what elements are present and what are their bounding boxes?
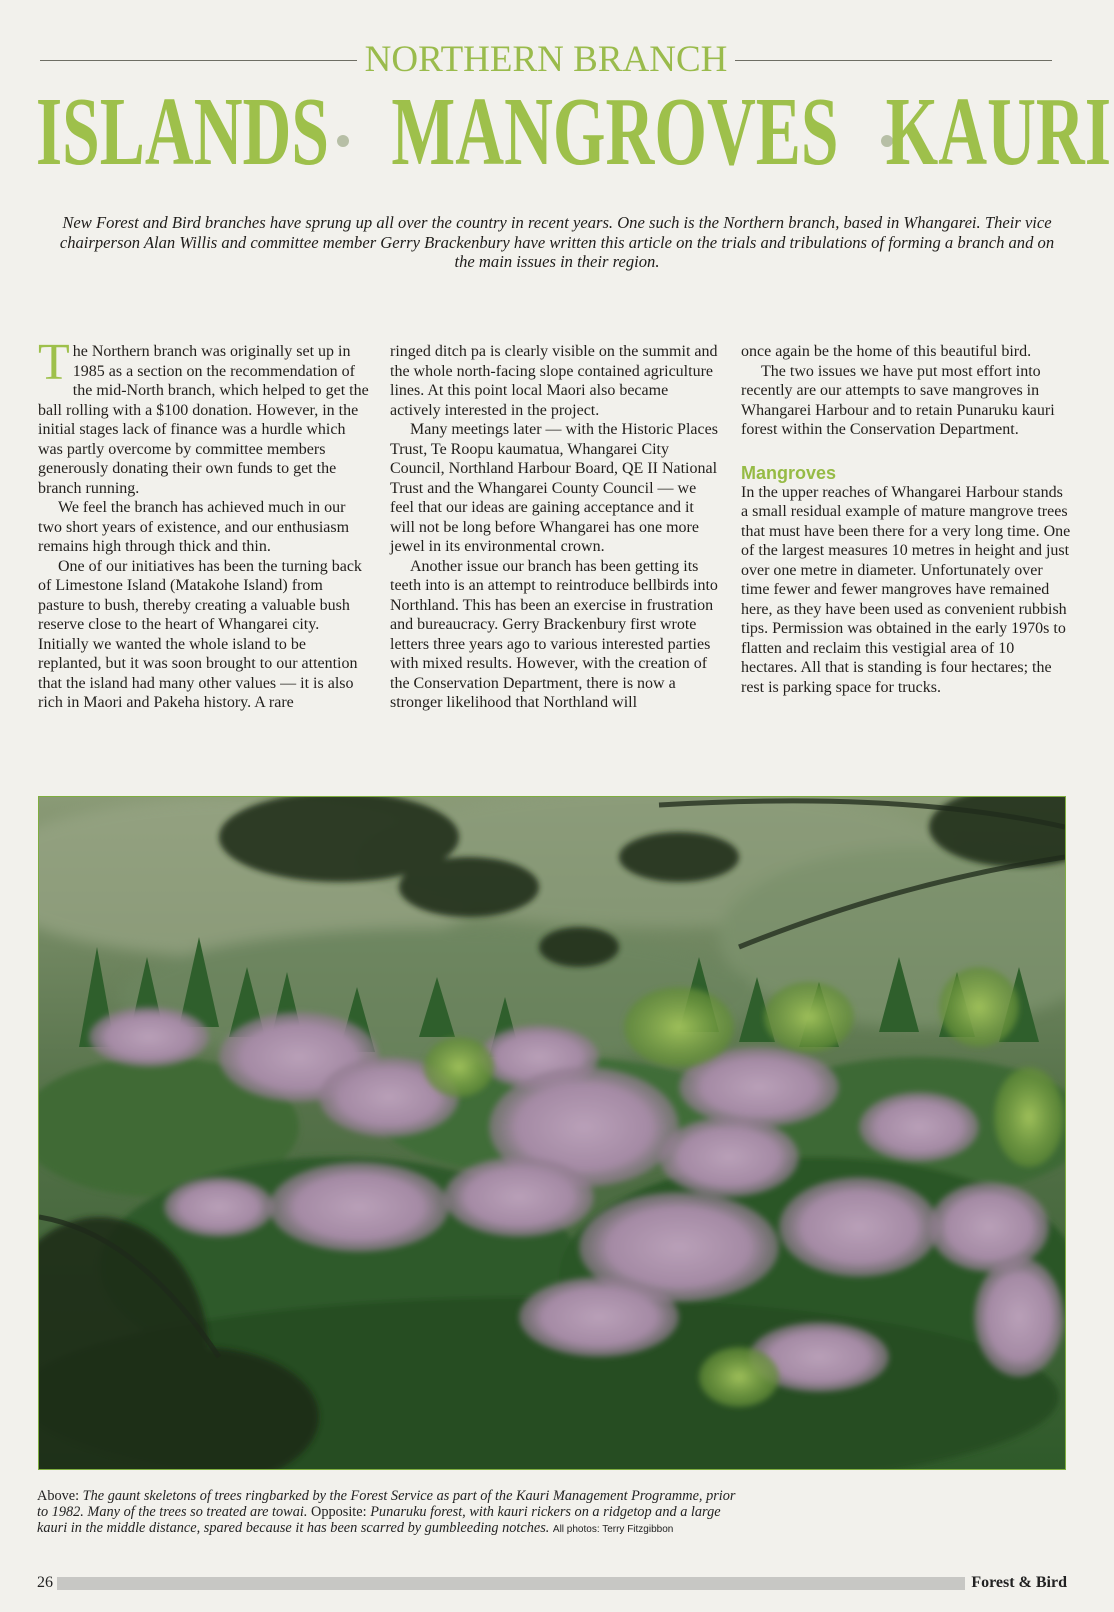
headline-word-islands: ISLANDS [36,78,330,186]
drop-cap: T [38,334,70,391]
article-column-2 [390,342,722,713]
page-footer [37,1572,1067,1594]
intro-standfirst: New Forest and Bird branches have sprung up all over the country in recent years. One such is the Northern branch, based in Whangarei. Their vice chairperson Alan Willis and committee member Gerry Brackenbury have written this article on the trials and tribulations of forming a branch and on the main issues in their region. [59,213,1055,271]
article-column-3 [741,342,1073,697]
caption-label-opposite: Opposite: [311,1504,367,1521]
article-column-1 [38,334,370,713]
paragraph: In the upper reaches of Whangarei Harbour stands a small residual example of mature mangrove trees that must have been there for a very long time. One of the largest measures 10 metres in height and just over one metre in diameter. Unfortunately over time fewer and fewer mangroves have remained here, as they have been used as convenient rubbish tips. Permission was obtained in the early 1970s to flatten and reclaim this vestigial area of 10 hectares. All that is standing is four hectares; the rest is parking space for trucks. [741,483,1071,696]
paragraph: ringed ditch pa is clearly visible on the summit and the whole north-facing slope contained agriculture lines. At this point local Maori also became actively interested in the project. [390,343,718,419]
section-subheading: Mangroves [741,462,837,483]
forest-photo-illustration [39,797,1065,1469]
caption-text-above: The gaunt skeletons of trees ringbarked by the Forest Service as part of the Kauri Management Programme, prior to 1982. Many of the trees so treated are towai. [37,1488,736,1521]
kicker-rule-left [40,60,357,61]
headline [36,78,1112,186]
paragraph: We feel the branch has achieved much in our two short years of existence, and our enthusiasm remains high through thick and thin. [38,499,350,555]
paragraph: Another issue our branch has been getting its teeth into is an attempt to reintroduce bellbirds into Northland. This has been an exercise in frustration and bureaucracy. Gerry Brackenbury first wrote letters three years ago to various interested parties with mixed results. However, with the creation of the Conservation Department, there is now a stronger likelihood that Northland will [390,557,718,711]
masthead: Forest & Bird [971,1574,1067,1591]
headline-word-mangroves: MANGROVES [391,78,839,186]
forest-photo [38,796,1066,1470]
kicker-title: NORTHERN BRANCH [364,39,728,80]
caption-text-opposite: Punaruku forest, with kauri rickers on a ridgetop and a large kauri in the middle distance, spared because it has been scarred by gumbleeding notches. [37,1504,721,1537]
kicker-rule-right [735,60,1052,61]
photo-credit: All photos: Terry Fitzgibbon [552,1524,674,1536]
paragraph: once again be the home of this beautiful bird. [741,343,1032,360]
paragraph [38,334,370,498]
footer-bar [57,1577,965,1590]
kicker-row [40,40,1052,80]
caption-label-above: Above: [37,1488,80,1504]
paragraph: Many meetings later — with the Historic Places Trust, Te Roopu kaumatua, Whangarei City Council, Northland Harbour Board, QE II National Trust and the Whangarei County Council — we feel that our ideas are gaining acceptance and it will not be long before Whangarei has one more jewel in its environmental crown. [390,421,718,555]
page-number: 26 [37,1574,53,1591]
photo-caption [37,1488,737,1539]
paragraph: One of our initiatives has been the turning back of Limestone Island (Matakohe Island) from pasture to bush, thereby creating a valuable bush reserve close to the heart of Whangarei city. Initially we wanted the whole island to be replanted, but it was soon brought to our attention that the island had many other values — it is also rich in Maori and Pakeha history. A rare [38,557,362,711]
paragraph-text: he Northern branch was originally set up in 1985 as a section on the recommendation of the mid-North branch, which helped to get the ball rolling with a $100 donation. However, in the initial stages lack of finance was a hurdle which was partly overcome by committee members generously donating their own funds to get the branch running. [38,343,369,497]
headline-word-kauri: KAURI [885,78,1112,186]
headline-separator-dot [337,135,349,147]
paragraph: The two issues we have put most effort into recently are our attempts to save mangroves in Whangarei Harbour and to retain Punaruku kauri forest within the Conservation Department. [741,362,1055,438]
